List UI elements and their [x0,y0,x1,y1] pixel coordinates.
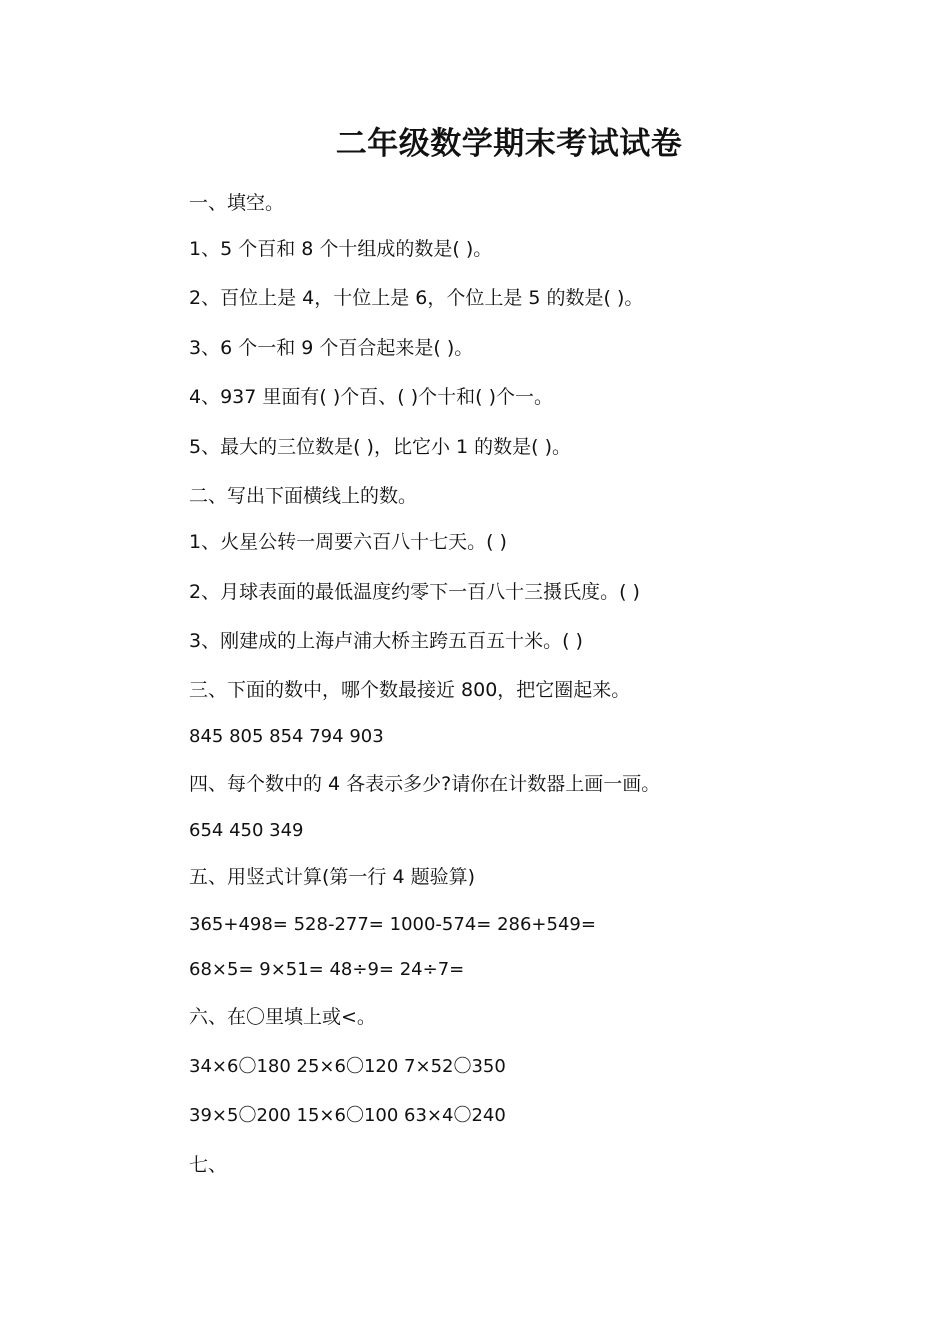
document-title: 二年级数学期末考试试卷 [335,126,683,162]
question-line: 4、937 里面有( )个百、( )个十和( )个一。 [189,386,553,408]
comparison-row: 34×6〇180 25×6〇120 7×52〇350 [189,1056,506,1077]
section-heading-seven: 七、 [189,1154,228,1176]
comparison-row: 39×5〇200 15×6〇100 63×4〇240 [189,1105,506,1126]
question-line: 3、6 个一和 9 个百合起来是( )。 [189,337,474,359]
question-line: 2、月球表面的最低温度约零下一百八十三摄氏度。( ) [189,581,640,603]
section-heading-compare: 六、在〇里填上或<。 [189,1006,376,1028]
calculation-row: 365+498= 528-277= 1000-574= 286+549= [189,914,596,935]
question-line: 2、百位上是 4，十位上是 6，个位上是 5 的数是( )。 [189,287,644,309]
question-line: 1、火星公转一周要六百八十七天。( ) [189,531,507,553]
question-line: 5、最大的三位数是( )，比它小 1 的数是( )。 [189,436,571,458]
section-heading-write-numbers: 二、写出下面横线上的数。 [189,485,418,507]
section-heading-counter: 四、每个数中的 4 各表示多少?请你在计数器上画一画。 [189,773,661,795]
number-list: 654 450 349 [189,820,304,841]
calculation-row: 68×5= 9×51= 48÷9= 24÷7= [189,959,465,980]
question-line: 1、5 个百和 8 个十组成的数是( )。 [189,238,493,260]
section-heading-closest: 三、下面的数中，哪个数最接近 800，把它圈起来。 [189,679,631,701]
number-list: 845 805 854 794 903 [189,726,384,747]
question-line: 3、刚建成的上海卢浦大桥主跨五百五十米。( ) [189,630,583,652]
section-heading-fill-blank: 一、填空。 [189,192,285,214]
section-heading-vertical-calc: 五、用竖式计算(第一行 4 题验算) [189,866,475,888]
